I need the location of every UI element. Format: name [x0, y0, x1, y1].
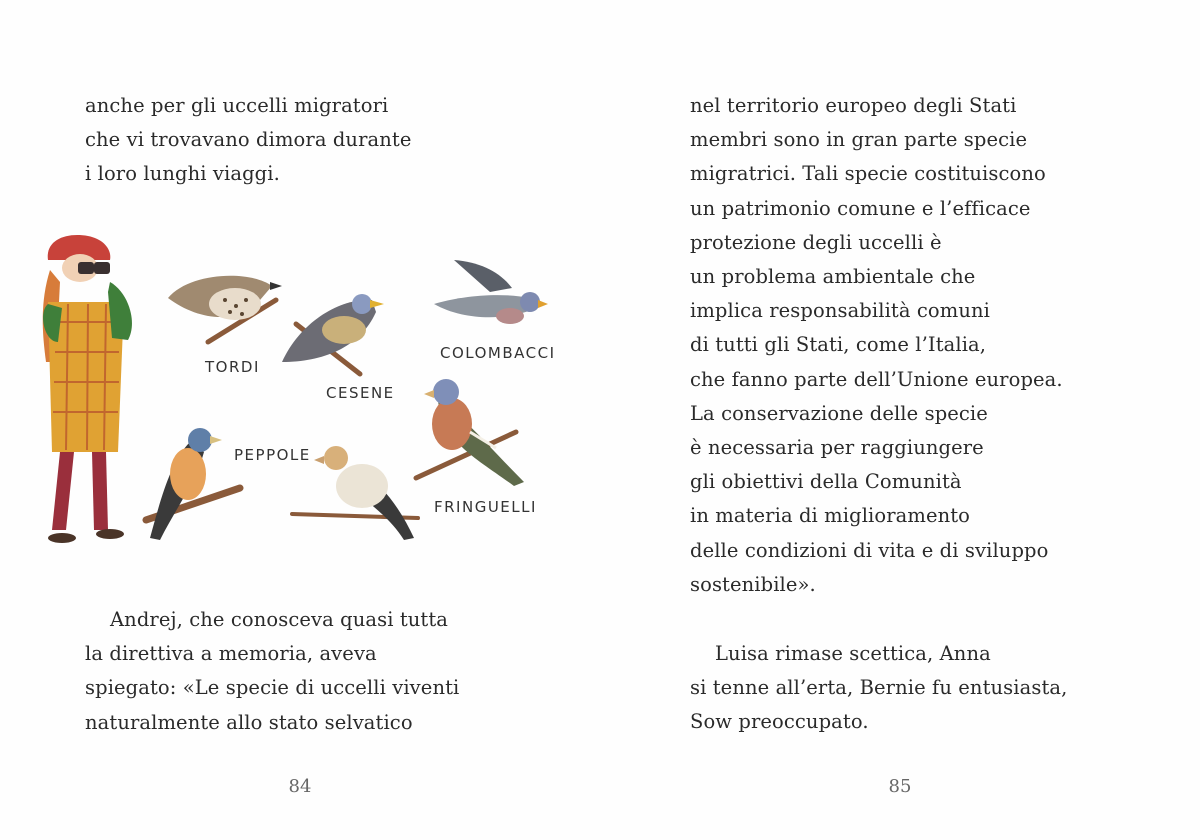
top-paragraph — [85, 89, 411, 192]
text-line: gli obiettivi della Comunità — [690, 470, 962, 494]
tordo-bird — [168, 276, 282, 342]
label-colombacci: COLOMBACCI — [440, 344, 556, 362]
text-line: è necessaria per raggiungere — [690, 436, 984, 460]
fringuello-bird — [416, 379, 524, 486]
text-line: La conservazione delle specie — [690, 401, 988, 425]
text-line: nel territorio europeo degli Stati — [690, 94, 1017, 117]
text-line: protezione degli uccelli è — [690, 230, 942, 254]
second-paragraph — [690, 637, 1067, 740]
text-line: un patrimonio comune e l’efficace — [690, 196, 1031, 220]
text-line: di tutti gli Stati, come l’Italia, — [690, 333, 987, 357]
text-line: spiegato: «Le specie di uccelli viventi — [85, 676, 460, 700]
text-line: sostenibile». — [690, 572, 816, 596]
label-peppole: PEPPOLE — [234, 446, 311, 464]
text-line: anche per gli uccelli migratori — [85, 94, 389, 117]
text-line: che vi trovavano dimora durante — [85, 128, 412, 152]
finch-bird-center — [292, 446, 418, 540]
text-line: Sow preoccupato. — [690, 710, 869, 734]
colombaccio-bird — [434, 260, 548, 324]
label-cesene: CESENE — [326, 384, 395, 402]
text-line: in materia di miglioramento — [690, 504, 971, 528]
page-number: 85 — [888, 776, 912, 797]
page-number: 84 — [288, 776, 312, 797]
text-line: i loro lunghi viaggi. — [85, 162, 280, 186]
text-line: la direttiva a memoria, aveva — [85, 642, 377, 666]
label-fringuelli: FRINGUELLI — [434, 498, 537, 516]
label-tordi: TORDI — [205, 358, 260, 376]
birds-illustration — [0, 212, 600, 562]
text-line: delle condizioni di vita e di sviluppo — [690, 538, 1049, 562]
text-line: implica responsabilità comuni — [690, 299, 990, 323]
text-line: membri sono in gran parte specie — [690, 128, 1028, 152]
peppola-bird — [146, 428, 240, 540]
text-line: si tenne all’erta, Bernie fu entusiasta, — [690, 676, 1068, 700]
right-page — [600, 0, 1200, 840]
text-line: che fanno parte dell’Unione europea. — [690, 367, 1063, 391]
text-line: migratrici. Tali specie costituiscono — [690, 162, 1046, 186]
girl-birdwatcher-figure — [43, 235, 132, 543]
cesena-bird — [282, 294, 384, 374]
text-line: naturalmente allo stato selvatico — [85, 710, 413, 734]
text-line: Luisa rimase scettica, Anna — [715, 642, 991, 665]
bottom-paragraph — [85, 603, 459, 740]
text-line: Andrej, che conosceva quasi tutta — [110, 608, 449, 631]
text-line: un problema ambientale che — [690, 265, 976, 289]
quote-paragraph — [690, 89, 1063, 602]
